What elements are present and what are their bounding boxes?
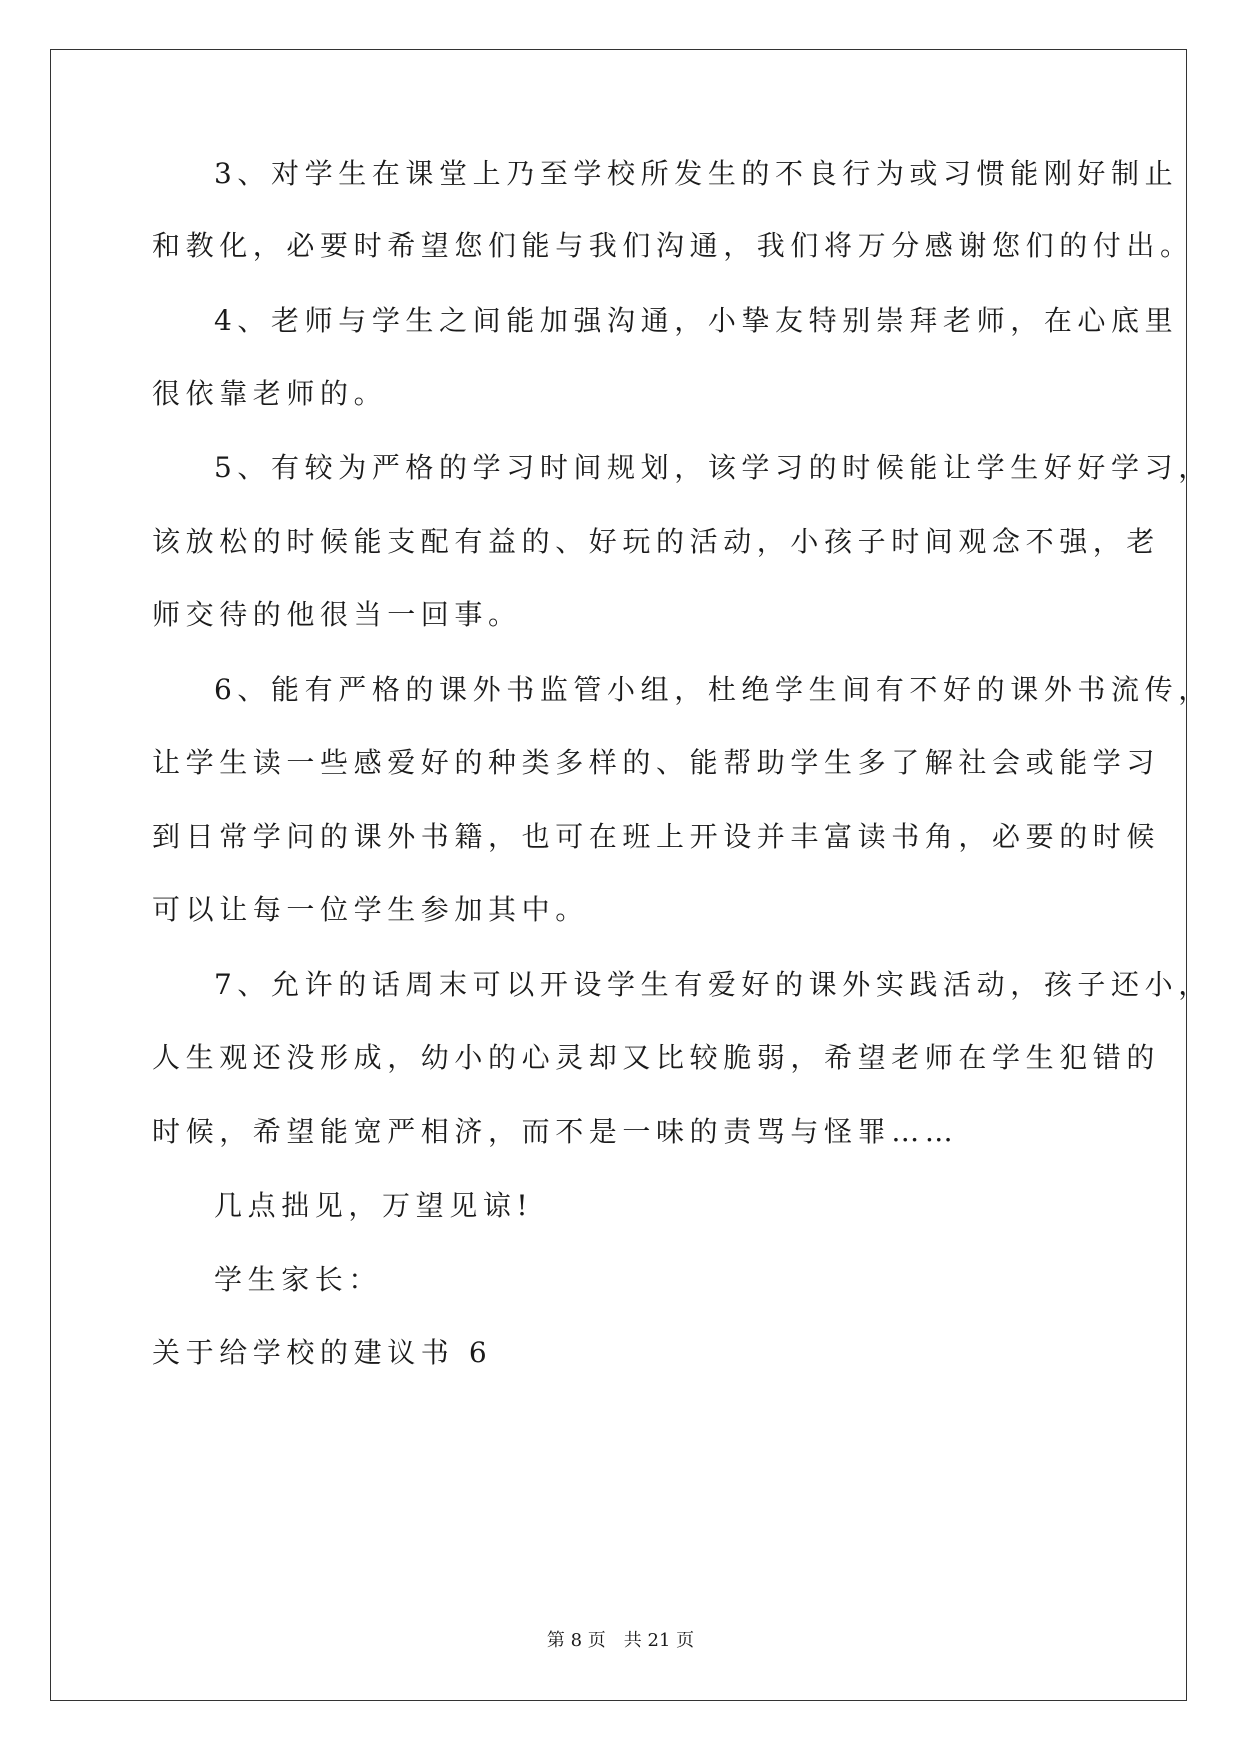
paragraph-4-line-1: 4、老师与学生之间能加强沟通，小挚友特别崇拜老师，在心底里	[214, 304, 1179, 337]
paragraph-7-line-1: 7、允许的话周末可以开设学生有爱好的课外实践活动，孩子还小，	[214, 968, 1212, 1001]
paragraph-6-line-4: 可以让每一位学生参加其中。	[152, 893, 589, 926]
paragraph-4-line-2: 很依靠老师的。	[152, 377, 388, 410]
paragraph-5-line-1: 5、有较为严格的学习时间规划，该学习的时候能让学生好好学习，	[214, 451, 1212, 484]
paragraph-6-line-1: 6、能有严格的课外书监管小组，杜绝学生间有不好的课外书流传，	[214, 673, 1212, 706]
page-border	[50, 49, 1187, 1701]
closing-remark: 几点拙见，万望见谅!	[214, 1189, 534, 1222]
paragraph-6-line-3: 到日常学问的课外书籍，也可在班上开设并丰富读书角，必要的时候	[152, 820, 1161, 853]
paragraph-7-line-3: 时候，希望能宽严相济，而不是一味的责骂与怪罪……	[152, 1115, 959, 1148]
paragraph-3-line-1: 3、对学生在课堂上乃至学校所发生的不良行为或习惯能刚好制止	[214, 157, 1179, 190]
paragraph-6-line-2: 让学生读一些感爱好的种类多样的、能帮助学生多了解社会或能学习	[152, 746, 1161, 779]
paragraph-5-line-2: 该放松的时候能支配有益的、好玩的活动，小孩子时间观念不强，老	[152, 525, 1161, 558]
section-heading: 关于给学校的建议书 6	[152, 1336, 493, 1369]
paragraph-7-line-2: 人生观还没形成，幼小的心灵却又比较脆弱，希望老师在学生犯错的	[152, 1041, 1161, 1074]
paragraph-3-line-2: 和教化，必要时希望您们能与我们沟通，我们将万分感谢您们的付出。	[152, 229, 1194, 262]
paragraph-5-line-3: 师交待的他很当一回事。	[152, 598, 522, 631]
signature-label: 学生家长：	[214, 1263, 383, 1296]
page-number-footer: 第 8 页 共 21 页	[546, 1630, 695, 1651]
